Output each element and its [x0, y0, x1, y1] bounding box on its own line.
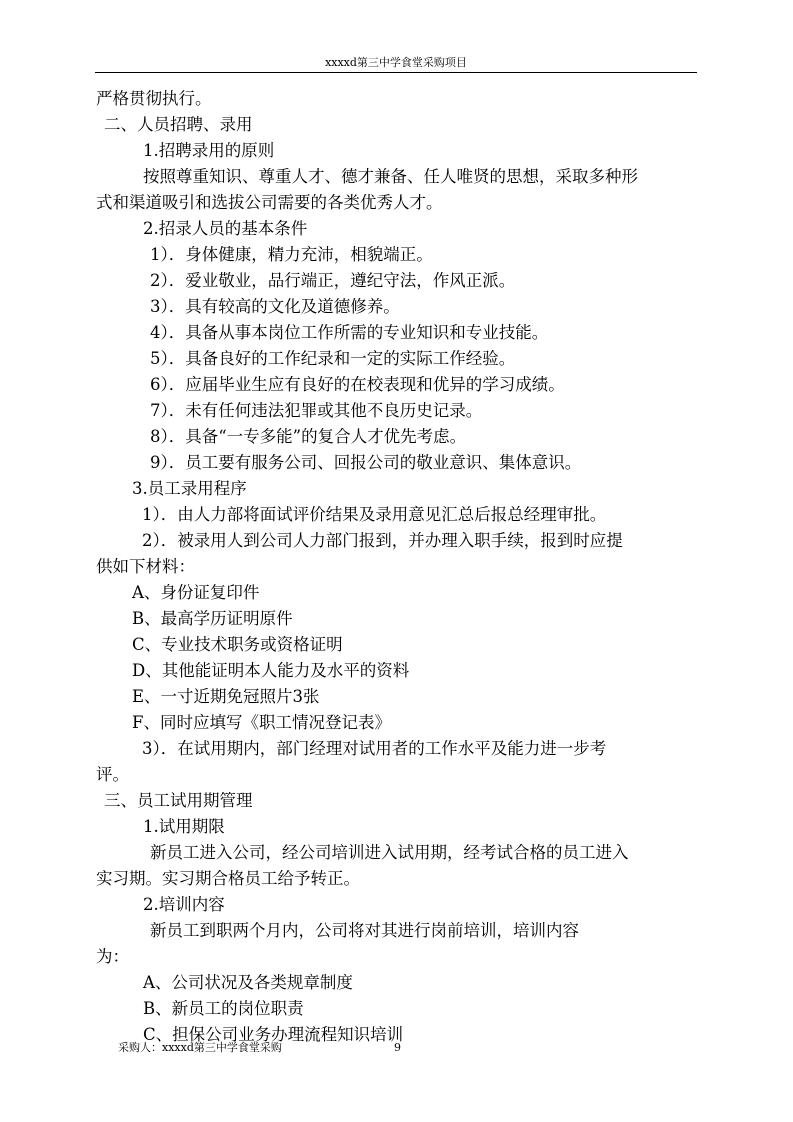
paragraph-line: 新员工进入公司，经公司培训进入试用期，经考试合格的员工进入: [150, 843, 629, 862]
list-item: 2）．被录用人到公司人力部门报到，并办理入职手续，报到时应提: [142, 531, 623, 550]
paragraph-line: 实习期。实习期合格员工给予转正。: [96, 869, 360, 888]
section-heading: 二、人员招聘、录用: [104, 115, 253, 134]
list-item: 2）．爱业敬业，品行端正，遵纪守法，作风正派。: [150, 271, 516, 290]
header-rule: [95, 72, 697, 73]
list-item: 6）．应届毕业生应有良好的在校表现和优异的学习成绩。: [150, 375, 565, 394]
subsection-heading: 2.培训内容: [143, 895, 225, 914]
list-item: 1）．身体健康，精力充沛，相貌端正。: [150, 245, 433, 264]
subsection-heading: 1.试用期限: [143, 817, 225, 836]
paragraph-line: 严格贯彻执行。: [96, 89, 212, 108]
list-item: 1）．由人力部将面试评价结果及录用意见汇总后报总经理审批。: [142, 505, 607, 524]
paragraph-line: 式和渠道吸引和选拔公司需要的各类优秀人才。: [96, 193, 443, 212]
list-item: C、担保公司业务办理流程知识培训: [143, 1025, 404, 1044]
list-item: B、最高学历证明原件: [132, 609, 293, 628]
subsection-heading: 1.招聘录用的原则: [143, 141, 275, 160]
page-header: xxxxd第三中学食堂采购项目: [325, 56, 467, 69]
list-item: 3）．具有较高的文化及道德修养。: [150, 297, 400, 316]
list-item: 9）．员工要有服务公司、回报公司的敬业意识、集体意识。: [150, 453, 582, 472]
list-item: D、其他能证明本人能力及水平的资料: [132, 661, 410, 680]
list-item: F、同时应填写《职工情况登记表》: [132, 713, 391, 732]
paragraph-line: 为：: [96, 947, 129, 966]
list-item: 7）．未有任何违法犯罪或其他不良历史记录。: [150, 401, 483, 420]
list-item: 8）．具备“一专多能”的复合人才优先考虑。: [150, 427, 467, 446]
subsection-heading: 3.员工录用程序: [132, 479, 247, 498]
list-item: 5）．具备良好的工作纪录和一定的实际工作经验。: [150, 349, 516, 368]
paragraph-line: 按照尊重知识、尊重人才、德才兼备、任人唯贤的思想，采取多种形: [143, 167, 638, 186]
paragraph-line: 供如下材料：: [96, 557, 195, 576]
page-number: 9: [394, 1041, 401, 1054]
subsection-heading: 2.招录人员的基本条件: [143, 219, 308, 238]
list-item: B、新员工的岗位职责: [143, 999, 304, 1018]
list-item: C、专业技术职务或资格证明: [132, 635, 343, 654]
list-item: A、公司状况及各类规章制度: [143, 973, 353, 992]
paragraph-line: 评。: [96, 765, 129, 784]
footer-purchaser: 采购人：xxxxd第三中学食堂采购: [118, 1041, 282, 1054]
section-heading: 三、员工试用期管理: [104, 791, 253, 810]
list-item: 4）．具备从事本岗位工作所需的专业知识和专业技能。: [150, 323, 549, 342]
list-item: 3）．在试用期内，部门经理对试用者的工作水平及能力进一步考: [142, 739, 607, 758]
paragraph-line: 新员工到职两个月内，公司将对其进行岗前培训，培训内容: [150, 921, 579, 940]
list-item: A、身份证复印件: [132, 583, 260, 602]
list-item: E、一寸近期免冠照片3张: [132, 687, 320, 706]
